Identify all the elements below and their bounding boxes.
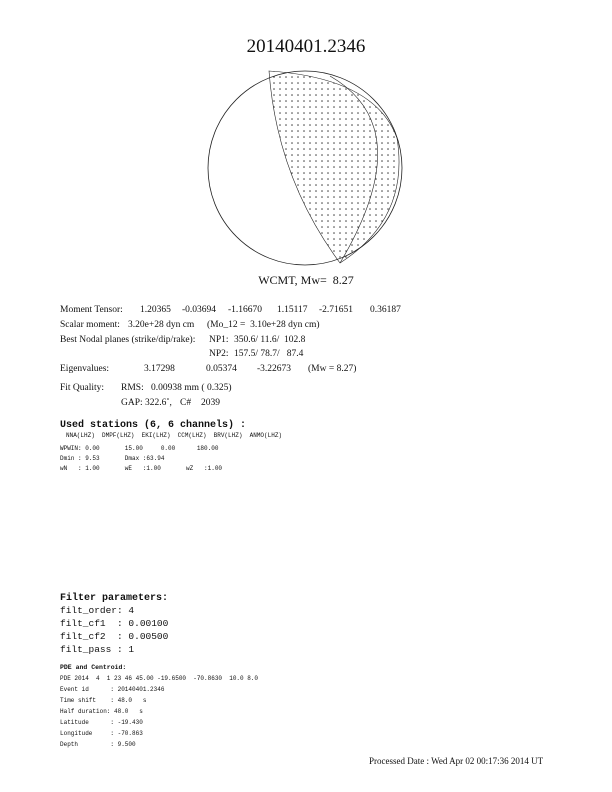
eigenvalue-1: 3.17298 <box>144 364 175 374</box>
pde-row-4: Half duration: 48.0 s <box>60 708 143 715</box>
stations-row-3: wN : 1.00 wE :1.00 wZ :1.00 <box>60 465 223 472</box>
mt-value-6: 0.36187 <box>370 305 401 315</box>
eigenvalue-2: 0.05374 <box>206 364 237 374</box>
fit-quality-label: Fit Quality: <box>60 383 105 393</box>
scalar-moment-label: Scalar moment: <box>60 320 120 330</box>
gap-value: 322.6˚, <box>145 398 172 408</box>
mw-label: WCMT, Mw= 8.27 <box>258 273 354 287</box>
pde-row-2: Event id : 20140401.2346 <box>60 686 165 693</box>
rms-value: 0.00938 mm ( 0.325) <box>151 383 232 393</box>
mt-value-5: -2.71651 <box>319 305 354 315</box>
eigenvalues-label: Eigenvalues: <box>60 364 110 374</box>
gap-label: GAP: <box>121 398 143 408</box>
pde-row-5: Latitude : -19.430 <box>60 719 143 726</box>
c-label: C# <box>180 398 192 408</box>
c-value: 2039 <box>201 398 220 408</box>
mt-value-3: -1.16670 <box>228 305 263 315</box>
stations-row-2: Dmin : 9.53 Dmax :63.94 <box>60 455 165 462</box>
pde-row-1: PDE 2014 4 1 23 46 45.00 -19.6500 -70.8630 10.0 8.0 <box>60 675 259 682</box>
compressional-quadrant <box>269 71 399 263</box>
pde-row-7: Depth : 9.500 <box>60 741 136 748</box>
beachball-diagram <box>205 68 405 268</box>
filter-row-4: filt_pass : 1 <box>60 644 135 655</box>
mt-value-1: 1.20365 <box>140 305 171 315</box>
filter-row-1: filt_order: 4 <box>60 605 135 616</box>
stations-heading: Used stations (6, 6 channels) : <box>60 420 247 431</box>
pde-row-6: Longitude : -70.863 <box>60 730 143 737</box>
rms-label: RMS: <box>121 383 144 393</box>
nodal-planes-label: Best Nodal planes (strike/dip/rake): <box>60 335 196 345</box>
processed-date: Processed Date : Wed Apr 02 00:17:36 2014 UT <box>369 756 544 766</box>
np1-label: NP1: <box>209 335 229 345</box>
eigenvalue-3: -3.22673 <box>257 364 292 374</box>
mt-value-2: -0.03694 <box>182 305 217 315</box>
moment-tensor-label: Moment Tensor: <box>60 305 123 315</box>
pde-row-3: Time shift : 48.0 s <box>60 697 147 704</box>
stations-list: NNA(LHZ) DMPF(LHZ) EKI(LHZ) CCM(LHZ) BRV(LHZ) ANMO(LHZ) <box>66 432 283 439</box>
pde-heading: PDE and Centroid: <box>60 664 127 671</box>
scalar-moment-value: 3.20e+28 dyn cm <box>128 320 195 330</box>
event-title: 20140401.2346 <box>246 36 366 57</box>
filter-row-3: filt_cf2 : 0.00500 <box>60 631 169 642</box>
mo12-value: (Mo_12 = 3.10e+28 dyn cm) <box>207 320 320 330</box>
np1-value: 350.6/ 11.6/ 102.8 <box>234 335 306 345</box>
filter-heading: Filter parameters: <box>60 593 169 604</box>
np2-label: NP2: <box>209 349 229 359</box>
mt-value-4: 1.15117 <box>277 305 308 315</box>
np2-value: 157.5/ 78.7/ 87.4 <box>234 349 304 359</box>
filter-row-2: filt_cf1 : 0.00100 <box>60 618 169 629</box>
stations-row-1: WPWIN: 0.00 15.00 0.00 180.00 <box>60 445 219 452</box>
eigen-mw: (Mw = 8.27) <box>308 364 357 374</box>
